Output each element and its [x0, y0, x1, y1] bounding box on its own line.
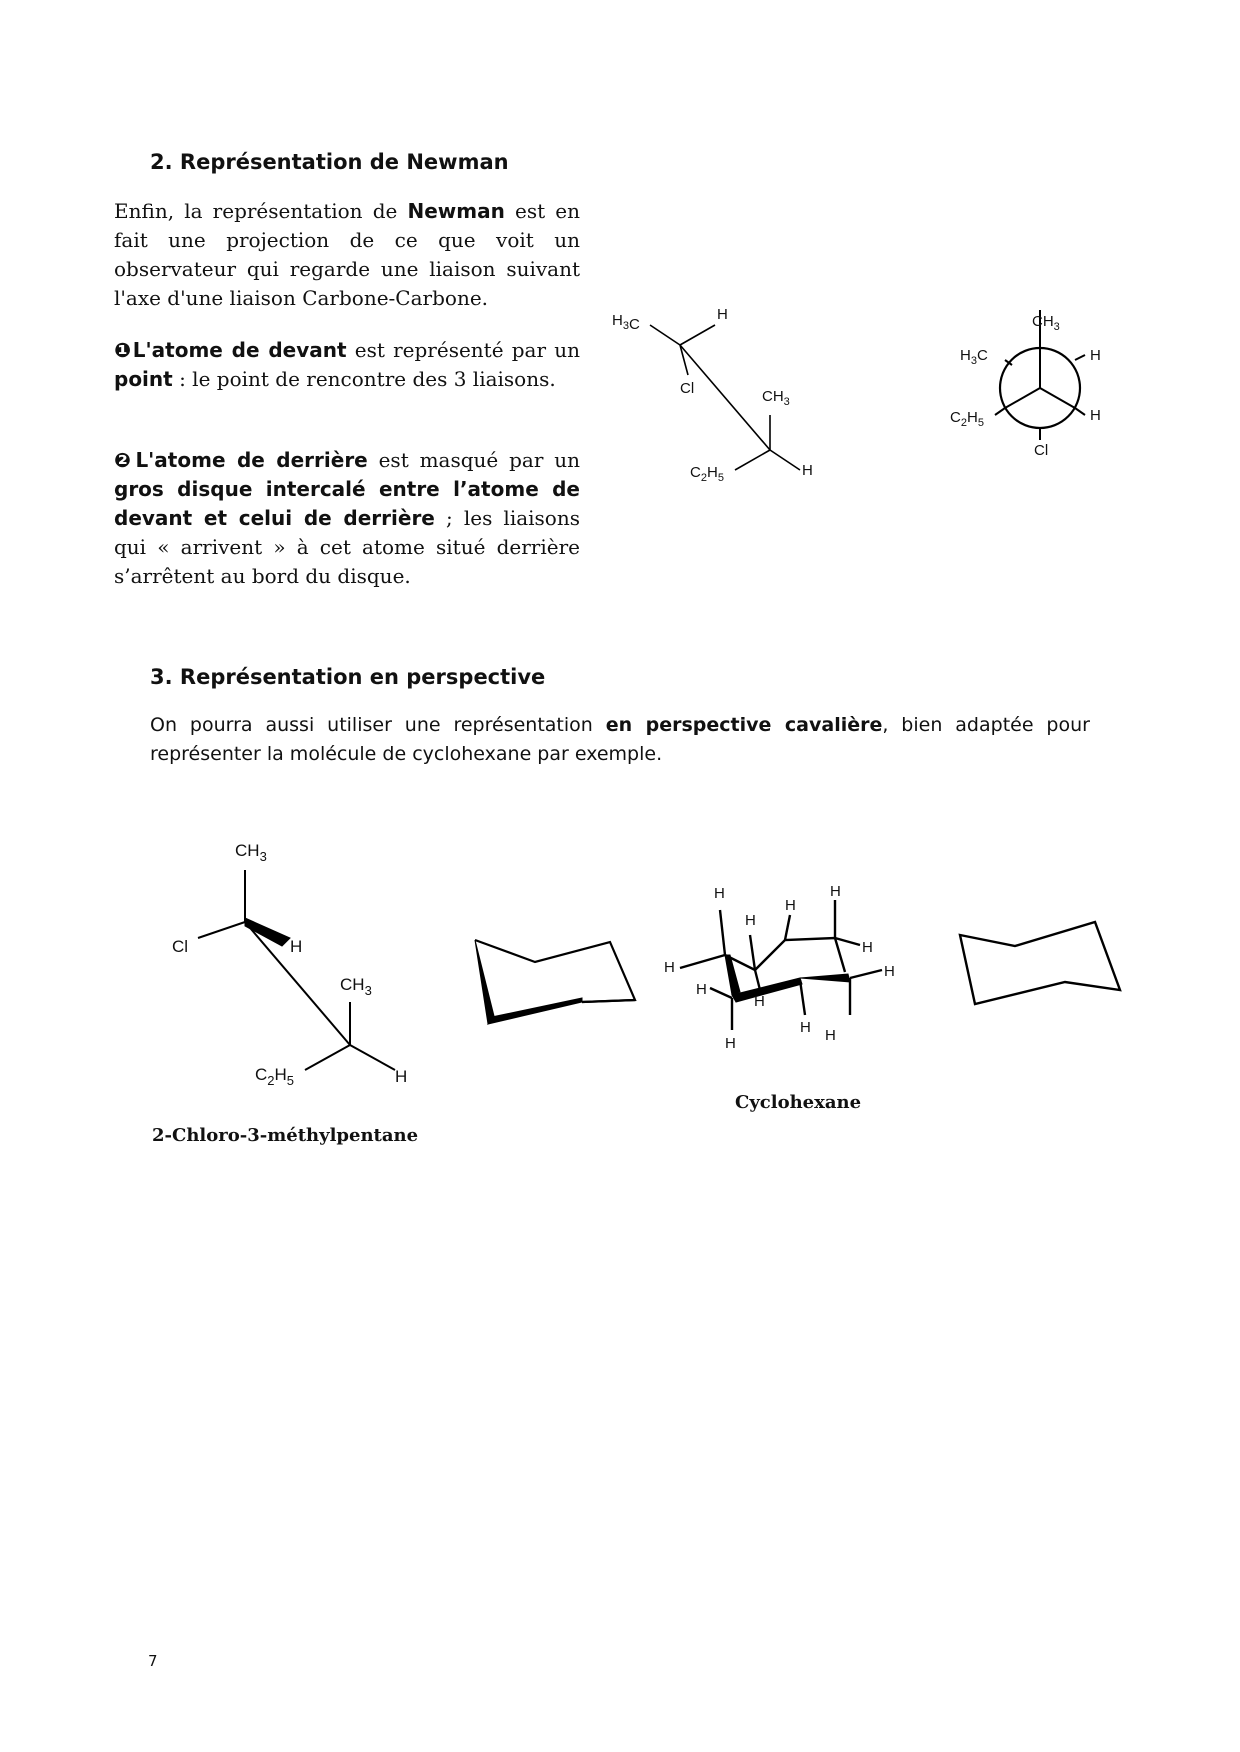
back-atom-bold: L'atome de derrière	[135, 448, 368, 472]
label-h: H	[714, 885, 725, 902]
perspective-bold: en perspective cavalière	[605, 714, 883, 736]
label-h: H	[830, 883, 841, 900]
label-c2h5: $C_2H_5$	[690, 464, 724, 484]
section-3-title: 3. Représentation en perspective	[150, 665, 546, 689]
intro-text-1: Enfin, la représentation de	[114, 199, 408, 223]
label-ch3: $CH_3$	[235, 841, 267, 864]
label-h: H	[717, 306, 728, 323]
front-atom-text-2: : le point de rencontre des 3 liaisons.	[172, 367, 556, 391]
label-cl: Cl	[680, 380, 695, 397]
bullet-1: ❶	[114, 338, 133, 362]
label-h: H	[664, 959, 675, 976]
label-h: H	[395, 1067, 408, 1086]
cyclohexane-chair-plain	[955, 920, 1135, 1020]
intro-bold-newman: Newman	[407, 199, 505, 223]
label-ch3: $CH_3$	[340, 975, 372, 998]
section-2-title: 2. Représentation de Newman	[150, 150, 509, 174]
label-h: H	[290, 937, 303, 956]
page-number: 7	[148, 1652, 158, 1670]
label-h: H	[785, 897, 796, 914]
label-h: H	[800, 1019, 811, 1036]
newman-projection	[940, 300, 1120, 470]
label-h: H	[1090, 407, 1101, 424]
bullet-2: ❷	[114, 448, 136, 472]
perspective-text-2: , bien adaptée pour représenter la molécule de cyclohexane par exemple.	[150, 714, 1090, 765]
front-atom-point: point	[114, 367, 173, 391]
back-atom-paragraph	[114, 446, 580, 591]
label-cl: Cl	[1034, 442, 1049, 459]
back-atom-text-2: ; les liaisons qui « arrivent » à cet atome situé derrière s’arrêtent au bord du disque.	[114, 506, 580, 588]
label-h: H	[862, 939, 873, 956]
cyclohexane-chair-wedged	[470, 920, 640, 1030]
front-atom-paragraph	[114, 336, 580, 394]
label-h: H	[725, 1035, 736, 1052]
label-h: H	[696, 981, 707, 998]
perspective-paragraph	[150, 711, 1090, 769]
front-atom-bold: L'atome de devant	[132, 338, 347, 362]
label-h: H	[802, 462, 813, 479]
perspective-text-1: On pourra aussi utiliser une représentation	[150, 714, 606, 736]
label-c2h5: $C_2H_5$	[255, 1065, 295, 1088]
label-h: H	[825, 1027, 836, 1044]
sawhorse-projection-small	[600, 295, 840, 495]
sawhorse-projection-large	[150, 830, 480, 1090]
label-ch3: $CH_3$	[762, 388, 790, 408]
front-atom-text-1: est représenté par un	[346, 338, 580, 362]
label-c2h5: $C_2H_5$	[950, 409, 984, 429]
label-h3c: $H_3C$	[960, 347, 988, 367]
label-h: H	[754, 993, 765, 1010]
caption-molecule: 2-Chloro-3-méthylpentane	[152, 1125, 419, 1146]
label-ch3: $CH_3$	[1032, 313, 1060, 333]
label-cl: Cl	[172, 937, 189, 956]
cyclohexane-chair-hydrogens	[660, 870, 905, 1070]
intro-text-2: est en fait une projection de ce que voit un observateur qui regarde une liaison suivant l'axe d'une liaison Carbone-Carbone.	[114, 199, 581, 310]
back-atom-text-1: est masqué par un	[367, 448, 580, 472]
label-h: H	[1090, 347, 1101, 364]
label-h3c: $H_3C$	[612, 312, 640, 333]
label-h: H	[745, 912, 756, 929]
newman-intro-paragraph	[114, 197, 580, 313]
caption-cyclohexane: Cyclohexane	[735, 1092, 862, 1113]
label-h: H	[884, 963, 895, 980]
back-atom-disk-bold: gros disque intercalé entre l’atome de devant et celui de derrière	[114, 477, 580, 530]
